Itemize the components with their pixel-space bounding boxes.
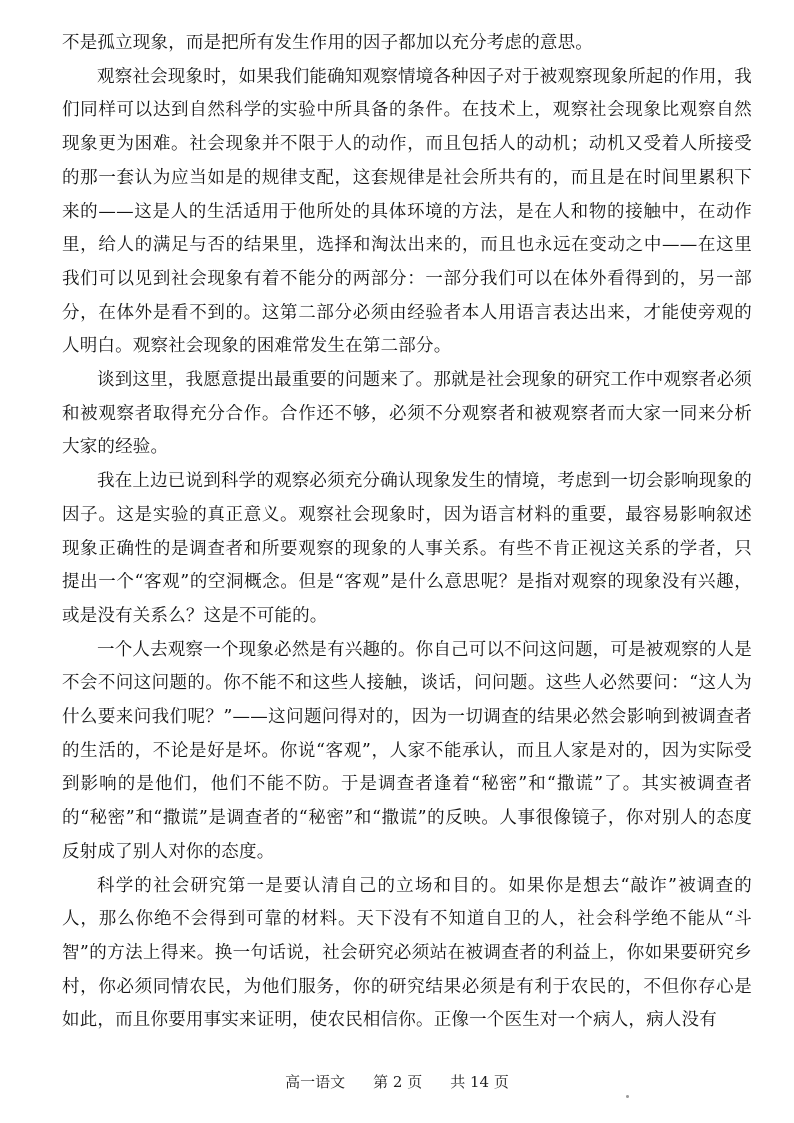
passage-paragraph-5: 一个人去观察一个现象必然是有兴趣的。你自己可以不问这问题，可是被观察的人是不会不问这问题的。你不能不和这些人接触，谈话，问问题。这些人必然要问：“这人为什么要来问我们呢？”——这问题问得对的，因为一切调查的结果必然会影响到被调查者的生活的，不论是好是坏。你说“客观”，人家不能承认，而且人家是对的，因为实际受到影响的是他们，他们不能不防。于是调查者逢着“秘密”和“撒谎”了。其实被调查者的“秘密”和“撒谎”是调查者的“秘密”和“撒谎”的反映。人事很像镜子，你对别人的态度反射成了别人对你的态度。 [62,639,752,862]
footer-subject: 高一语文 [285,1073,346,1091]
footer-page-total: 共 14 页 [450,1073,509,1091]
passage-text [62,27,752,1038]
passage-paragraph-4: 我在上边已说到科学的观察必须充分确认现象发生的情境，考虑到一切会影响现象的因子。这是实验的真正意义。观察社会现象时，因为语言材料的重要，最容易影响叙述现象正确性的是调查者和所要观察的现象的人事关系。有些不肯正视这关系的学者，只提出一个“客观”的空洞概念。但是“客观”是什么意思呢？是指对观察的现象没有兴趣，或是没有关系么？这是不可能的。 [62,471,752,626]
page-footer [0,1071,794,1092]
passage-paragraph-6: 科学的社会研究第一是要认清自己的立场和目的。如果你是想去“敲诈”被调查的人，那么你绝不会得到可靠的材料。天下没有不知道自卫的人，社会科学绝不能从“斗智”的方法上得来。换一句话说，社会研究必须站在被调查者的利益上，你如果要研究乡村，你必须同情农民，为他们服务，你的研究结果必须是有利于农民的，不但你存心是如此，而且你要用事实来证明，使农民相信你。正像一个医生对一个病人，病人没有 [62,875,752,1031]
passage-paragraph-3: 谈到这里，我愿意提出最重要的问题来了。那就是社会现象的研究工作中观察者必须和被观察者取得充分合作。合作还不够，必须不分观察者和被观察者而大家一同来分析大家的经验。 [62,370,752,458]
scan-speck [626,1095,629,1098]
passage-paragraph-2: 观察社会现象时，如果我们能确知观察情境各种因子对于被观察现象所起的作用，我们同样可以达到自然科学的实验中所具备的条件。在技术上，观察社会现象比观察自然现象更为困难。社会现象并不限于人的动作，而且包括人的动机；动机又受着人所接受的那一套认为应当如是的规律支配，这套规律是社会所共有的，而且是在时间里累积下来的——这是人的生活适用于他所处的具体环境的方法，是在人和物的接触中，在动作里，给人的满足与否的结果里，选择和淘汰出来的，而且也永远在变动之中——在这里我们可以见到社会现象有着不能分的两部分：一部分我们可以在体外看得到的，另一部分，在体外是看不到的。这第二部分必须由经验者本人用语言表达出来，才能使旁观的人明白。观察社会现象的困难常发生在第二部分。 [62,66,752,357]
passage-paragraph-1: 不是孤立现象，而是把所有发生作用的因子都加以充分考虑的意思。 [62,33,593,53]
footer-page-number: 第 2 页 [373,1073,423,1091]
